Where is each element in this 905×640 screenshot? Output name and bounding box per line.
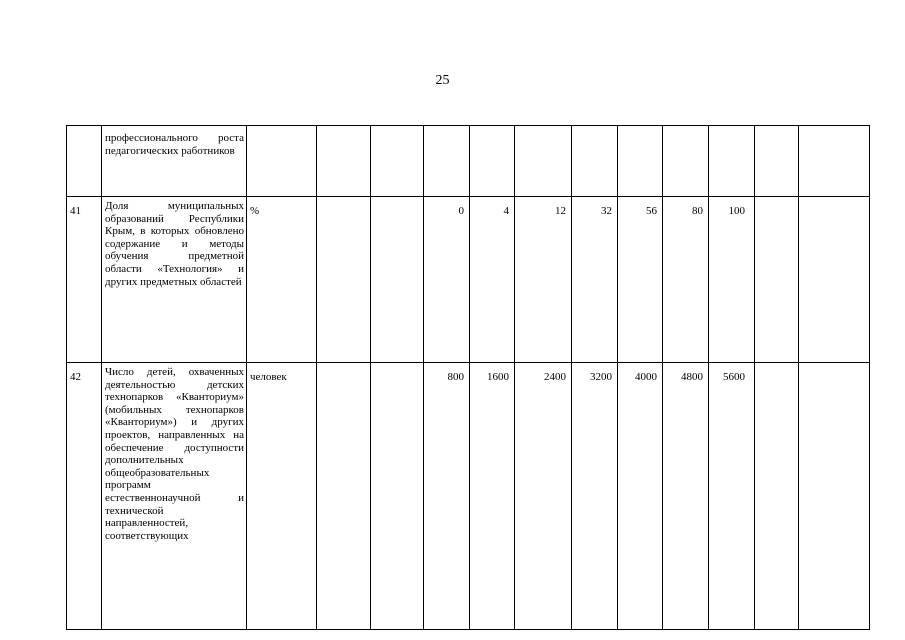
value-cell	[470, 126, 515, 197]
unit-cell: человек	[247, 363, 317, 630]
value-cell: 2400	[515, 363, 572, 630]
value-cell: 80	[663, 197, 709, 363]
value-cell	[572, 126, 618, 197]
empty-cell	[799, 126, 870, 197]
indicator-name: Доля муниципальных образований Республики Крым, в которых обновлено содержание и методы обучения предметной области «Технология» и других предметных областей	[102, 197, 247, 363]
indicator-name: профессионального роста педагогических работников	[102, 126, 247, 197]
value-cell: 1600	[470, 363, 515, 630]
value-cell: 800	[424, 363, 470, 630]
value-cell: 12	[515, 197, 572, 363]
empty-cell	[371, 197, 424, 363]
value-cell: 5600	[709, 363, 755, 630]
value-cell	[424, 126, 470, 197]
row-number: 41	[67, 197, 102, 363]
value-cell	[709, 126, 755, 197]
value-cell: 4800	[663, 363, 709, 630]
value-cell: 4000	[618, 363, 663, 630]
table-row	[67, 363, 870, 630]
row-number: 42	[67, 363, 102, 630]
value-cell	[618, 126, 663, 197]
empty-cell	[755, 126, 799, 197]
empty-cell	[799, 197, 870, 363]
empty-cell	[755, 363, 799, 630]
value-cell	[663, 126, 709, 197]
value-cell: 4	[470, 197, 515, 363]
indicator-name: Число детей, охваченных деятельностью детских технопарков «Кванториум» (мобильных технопарков «Кванториум») и других проектов, направленных на обеспечение доступности дополнительных общеобразовательных программ естественнонаучной и технической направленностей, соответствующих	[102, 363, 247, 630]
table-row	[67, 197, 870, 363]
unit-cell: %	[247, 197, 317, 363]
value-cell: 32	[572, 197, 618, 363]
value-cell: 100	[709, 197, 755, 363]
unit-cell	[247, 126, 317, 197]
table-row	[67, 126, 870, 197]
empty-cell	[371, 363, 424, 630]
empty-cell	[755, 197, 799, 363]
empty-cell	[317, 363, 371, 630]
empty-cell	[317, 197, 371, 363]
empty-cell	[799, 363, 870, 630]
empty-cell	[317, 126, 371, 197]
empty-cell	[371, 126, 424, 197]
value-cell: 3200	[572, 363, 618, 630]
indicators-table	[66, 125, 870, 630]
value-cell	[515, 126, 572, 197]
row-number	[67, 126, 102, 197]
value-cell: 56	[618, 197, 663, 363]
value-cell: 0	[424, 197, 470, 363]
page-number: 25	[435, 73, 450, 88]
